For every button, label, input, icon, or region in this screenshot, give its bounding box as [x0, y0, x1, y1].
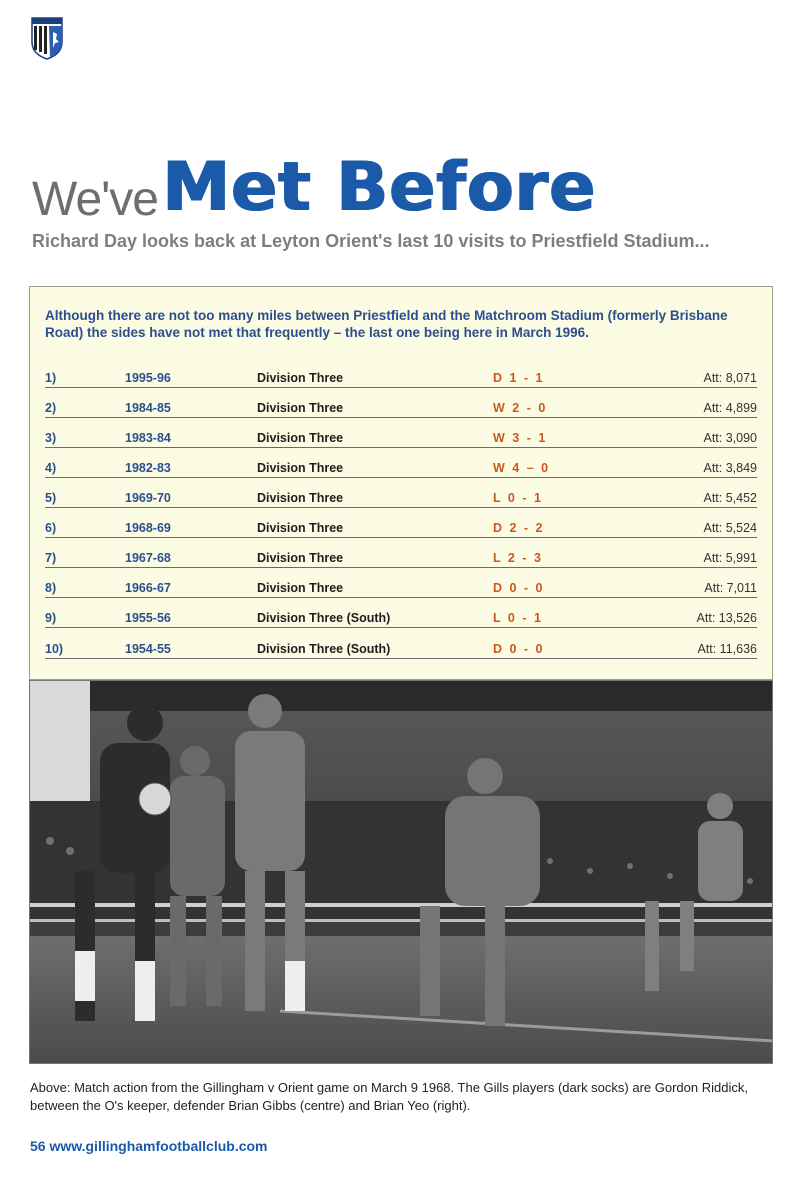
row-season: 1968-69	[125, 521, 171, 535]
row-attendance: Att: 5,524	[703, 521, 757, 535]
subtitle: Richard Day looks back at Leyton Orient's last 10 visits to Priestfield Stadium...	[32, 231, 710, 251]
row-number: 7)	[45, 551, 57, 565]
row-number: 4)	[45, 461, 57, 475]
row-attendance: Att: 3,090	[703, 431, 757, 445]
club-crest-icon	[30, 16, 64, 60]
page-footer	[30, 1138, 268, 1154]
result-row	[45, 543, 757, 568]
row-division: Division Three (South)	[257, 611, 391, 625]
title-light-text: We've	[32, 173, 158, 226]
title-bold-text: Met Before	[162, 148, 597, 227]
row-division: Division Three	[257, 431, 344, 445]
row-number: 8)	[45, 581, 57, 595]
row-division: Division Three	[257, 461, 344, 475]
page-title	[32, 148, 596, 227]
row-number: 9)	[45, 611, 57, 625]
result-row	[45, 483, 757, 508]
photo-caption: Above: Match action from the Gillingham v Orient game on March 9 1968. The Gills players (dark socks) are Gordon Riddick, between the O's keeper, defender Brian Gibbs (centre) and Brian Yeo (right).	[30, 1080, 748, 1113]
result-row	[45, 573, 757, 598]
page-number: 56	[30, 1138, 46, 1154]
row-season: 1995-96	[125, 371, 171, 385]
row-number: 2)	[45, 401, 57, 415]
row-number: 3)	[45, 431, 57, 445]
row-result: W 3 - 1	[493, 431, 548, 445]
row-result: L 2 - 3	[493, 551, 543, 565]
row-season: 1966-67	[125, 581, 171, 595]
row-season: 1982-83	[125, 461, 171, 475]
intro-text: Although there are not too many miles between Priestfield and the Matchroom Stadium (formerly Brisbane Road) the sides have not met that frequently – the last one being here in March 1996.	[45, 308, 728, 340]
row-season: 1984-85	[125, 401, 171, 415]
row-result: W 4 – 0	[493, 461, 551, 475]
row-result: L 0 - 1	[493, 491, 543, 505]
row-division: Division Three	[257, 521, 344, 535]
row-result: D 0 - 0	[493, 581, 545, 595]
row-number: 10)	[45, 642, 64, 656]
row-attendance: Att: 8,071	[703, 371, 757, 385]
row-season: 1954-55	[125, 642, 171, 656]
row-number: 6)	[45, 521, 57, 535]
result-row	[45, 363, 757, 388]
result-row	[45, 393, 757, 418]
row-division: Division Three (South)	[257, 642, 391, 656]
row-season: 1983-84	[125, 431, 171, 445]
result-row	[45, 453, 757, 478]
row-result: W 2 - 0	[493, 401, 548, 415]
row-attendance: Att: 3,849	[703, 461, 757, 475]
row-result: D 0 - 0	[493, 642, 545, 656]
row-attendance: Att: 5,452	[703, 491, 757, 505]
row-attendance: Att: 13,526	[696, 611, 757, 625]
row-result: D 2 - 2	[493, 521, 545, 535]
row-attendance: Att: 11,636	[697, 642, 757, 656]
row-division: Division Three	[257, 491, 344, 505]
result-row	[45, 603, 757, 628]
row-result: D 1 - 1	[493, 371, 545, 385]
row-season: 1955-56	[125, 611, 171, 625]
row-attendance: Att: 4,899	[703, 401, 757, 415]
row-attendance: Att: 5,991	[703, 551, 757, 565]
results-panel	[29, 286, 773, 680]
row-number: 5)	[45, 491, 57, 505]
row-division: Division Three	[257, 551, 344, 565]
row-result: L 0 - 1	[493, 611, 543, 625]
row-attendance: Att: 7,011	[704, 581, 757, 595]
row-number: 1)	[45, 371, 57, 385]
row-division: Division Three	[257, 371, 344, 385]
result-row	[45, 513, 757, 538]
row-division: Division Three	[257, 581, 344, 595]
match-photo	[29, 680, 773, 1064]
result-row	[45, 423, 757, 448]
result-row	[45, 634, 757, 659]
row-season: 1967-68	[125, 551, 171, 565]
row-season: 1969-70	[125, 491, 171, 505]
website-link[interactable]: www.gillinghamfootballclub.com	[49, 1138, 268, 1154]
row-division: Division Three	[257, 401, 344, 415]
